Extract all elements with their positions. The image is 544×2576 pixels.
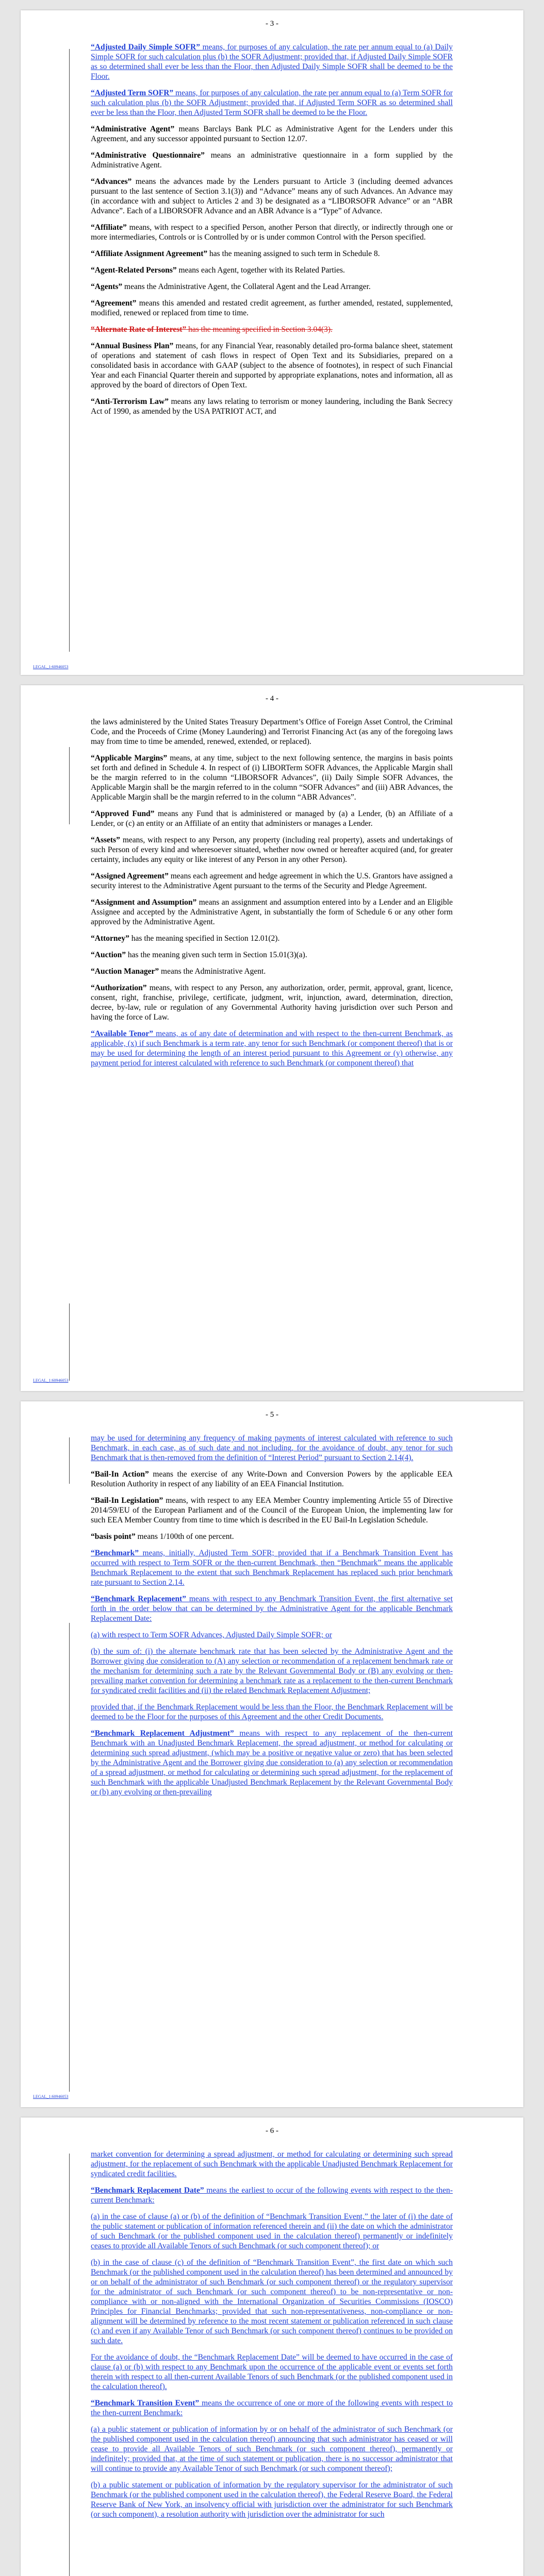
definition-paragraph: For the avoidance of doubt, the “Benchmark Replacement Date” will be deemed to have occurred in the case of clause (a) or (b) with respect to any Benchmark upon the occurrence of the applicable event or events set forth therein with respect to all then-current Available Tenors of such Benchmark (or the published component used in the calculation thereof). — [91, 2353, 453, 2391]
definition-paragraph: “Benchmark Replacement Adjustment” means with respect to any replacement of the then-current Benchmark with an Unadjusted Benchmark Replacement, the spread adjustment, or method for calculating or determining such spread adjustment, (which may be a positive or negative value or zero) that has been selected by the Administrative Agent and the Borrower giving due consideration to (a) any selection or recommendation of a spread adjustment, or method for calculating or determining such spread adjustment, for the replacement of such Benchmark with the applicable Unadjusted Benchmark Replacement by the Relevant Governmental Body or (b) any evolving or then-prevailing — [91, 1729, 453, 1797]
definition-paragraph: “Authorization” means, with respect to any Person, any authorization, order, permit, approval, grant, licence, consent, right, franchise, privilege, certificate, judgment, writ, injunction, award, determination, direction, decree, by-law, rule or regulation of any Governmental Authority having jurisdiction over such Person and having the force of Law. — [91, 984, 453, 1022]
definition-paragraph: “Advances” means the advances made by the Lenders pursuant to Article 3 (including deemed advances pursuant to the last sentence of Section 3.1(3)) and “Advance” means any of such Advances. An Advance may (in accordance with and subject to Articles 2 and 3) be designated as a “LIBORSOFR Advance” or an “ABR Advance”. Each of a LIBORSOFR Advance and an ABR Advance is a “Type” of Advance. — [91, 177, 453, 215]
change-bar — [69, 2154, 70, 2576]
change-bar — [69, 49, 70, 652]
definition-paragraph: “Benchmark Transition Event” means the occurrence of one or more of the following events with respect to the then-current Benchmark: — [91, 2399, 453, 2417]
document-page — [21, 1401, 523, 2107]
document-page — [21, 10, 523, 675]
definition-paragraph: “Adjusted Daily Simple SOFR” means, for purposes of any calculation, the rate per annum equal to (a) Daily Simple SOFR for such calculation plus (b) the SOFR Adjustment; provided that, if Adjusted Daily Simple SOFR as so determined shall ever be less than the Floor, then Adjusted Daily Simple SOFR shall be deemed to be the Floor. — [91, 43, 453, 81]
definition-paragraph: the laws administered by the United States Treasury Department’s Office of Foreign Asset Control, the Criminal Code, and the Proceeds of Crime (Money Laundering) and Terrorist Financing Act (as any of the foregoing laws may from time to time be amended, renewed, extended, or replaced). — [91, 718, 453, 746]
definition-paragraph: market convention for determining a spread adjustment, or method for calculating or determining such spread adjustment, for the replacement of such Benchmark with the applicable Unadjusted Benchmark Replacement for syndicated credit facilities. — [91, 2150, 453, 2178]
definition-paragraph: “Affiliate Assignment Agreement” has the meaning assigned to such term in Schedule 8. — [91, 249, 380, 258]
definition-paragraph: “Available Tenor” means, as of any date of determination and with respect to the then-current Benchmark, as applicable, (x) if such Benchmark is a term rate, any tenor for such Benchmark (or component thereof) that is or may be used for determining the length of an interest period pursuant to this Agreement or (y) otherwise, any payment period for interest calculated with reference to such Benchmark (or component thereof) that — [91, 1029, 453, 1067]
footer-reference-link[interactable]: LEGAL_1:60946053 — [33, 1378, 69, 1383]
change-bar — [69, 1623, 70, 2092]
definition-paragraph: (a) with respect to Term SOFR Advances, Adjusted Daily Simple SOFR; or — [91, 1631, 332, 1639]
definition-paragraph: (b) the sum of: (i) the alternate benchmark rate that has been selected by the Administrative Agent and the Borrower giving due consideration to (A) any selection or recommendation of a replacement benchmark rate or the mechanism for determining such a rate by the Relevant Governmental Body or (B) any evolving or then-prevailing market convention for determining a benchmark rate as a replacement to the then-current Benchmark for syndicated credit facilities and (ii) the related Benchmark Replacement Adjustment; — [91, 1647, 453, 1695]
definition-paragraph: “Auction Manager” means the Administrative Agent. — [91, 967, 266, 976]
definition-paragraph: “Benchmark Replacement” means with respect to any Benchmark Transition Event, the first alternative set forth in the order below that can be determined by the Administrative Agent for the applicable Benchmark Replacement Date: — [91, 1595, 453, 1623]
definition-paragraph: “Affiliate” means, with respect to a specified Person, another Person that directly, or indirectly through one or more intermediaries, Controls or is Controlled by or is under common Control with the Person specified. — [91, 223, 453, 242]
page-content — [91, 717, 453, 1075]
page-number: - 5 - — [266, 1411, 278, 1419]
definition-paragraph: may be used for determining any frequency of making payments of interest calculated with reference to such Benchmark, in each case, as of such date and not including, for the avoidance of doubt, any tenor for such Benchmark that is then-removed from the definition of “Interest Period” pursuant to Section 2.14(4). — [91, 1434, 453, 1462]
footer-reference-link[interactable]: LEGAL_1:60946053 — [33, 665, 69, 669]
document-page — [21, 685, 523, 1391]
definition-paragraph: “Assets” means, with respect to any Person, any property (including real property), assets and undertakings of such Person of every kind and wheresoever situated, whether now owned or hereafter acquired (and, for greater certainty, includes any equity or like interest of any Person in any other Person). — [91, 836, 453, 864]
page-number: - 6 - — [266, 2127, 278, 2135]
definition-paragraph: “Assigned Agreement” means each agreement and hedge agreement in which the U.S. Grantors have assigned a security interest to the Administrative Agent pursuant to the terms of the Security and Pledge Agreement. — [91, 872, 453, 890]
definition-paragraph: “Annual Business Plan” means, for any Financial Year, reasonably detailed pro-forma balance sheet, statement of operations and statement of cash flows in respect of Open Text and its Subsidiaries, prepared on a consolidated basis in accordance with GAAP (subject to the absence of footnotes), in respect of such Financial Year and each Financial Quarter therein and supported by appropriate explanations, notes and information, all as approved by the board of directors of Open Text. — [91, 342, 453, 389]
definition-paragraph: “Agents” means the Administrative Agent, the Collateral Agent and the Lead Arranger. — [91, 282, 371, 291]
page-content — [91, 1433, 453, 1804]
definition-paragraph: “basis point” means 1/100th of one percent. — [91, 1532, 234, 1541]
definition-paragraph: “Applicable Margins” means, at any time, subject to the next following sentence, the margins in basis points set forth and defined in Schedule 4. In respect of (i) LIBORTerm SOFR Advances, the Applicable Margin shall be the margin referred to in the column “LIBORSOFR Advances”, (ii) Daily Simple SOFR Advances, the Applicable Margin shall be the margin referred to in the column “SOFR Advances” and (iii) ABR Advances, the Applicable Margin shall be the margin referred to in the column “ABR Advances”. — [91, 754, 453, 802]
definition-paragraph: provided that, if the Benchmark Replacement would be less than the Floor, the Benchmark Replacement will be deemed to be the Floor for the purposes of this Agreement and the other Credit Documents. — [91, 1703, 453, 1721]
definition-paragraph: (b) in the case of clause (c) of the definition of “Benchmark Transition Event”, the first date on which such Benchmark (or the published component used in the calculation thereof) has been determined and announced by or on behalf of the administrator of such Benchmark (or such component thereof) or the regulatory supervisor for the administrator of such Benchmark (or such component thereof) to be non-representative or non-compliance with or non-aligned with the International Organization of Securities Commissions (IOSCO) Principles for Financial Benchmarks; provided that such non-representativeness, non-compliance or non-alignment will be determined by reference to the most recent statement or publication referenced in such clause (c) and even if any Available Tenor of such Benchmark (or such component thereof) continues to be provided on such date. — [91, 2258, 453, 2345]
change-bar — [69, 747, 70, 824]
definition-paragraph: “Auction” has the meaning given such term in Section 15.01(3)(a). — [91, 951, 307, 959]
footer-reference-link[interactable]: LEGAL_1:60946053 — [33, 2094, 69, 2099]
page-content — [91, 2149, 453, 2526]
page-content — [91, 42, 453, 423]
page-number: - 3 - — [266, 20, 278, 28]
definition-paragraph: (b) a public statement or publication of information by the regulatory supervisor for the administrator of such Benchmark (or the published component used in the calculation thereof), the Federal Reserve Board, the Federal Reserve Bank of New York, an insolvency official with jurisdiction over the administrator for such Benchmark (or such component), a resolution authority with jurisdiction over the administrator for such — [91, 2481, 453, 2519]
definition-paragraph: (a) in the case of clause (a) or (b) of the definition of “Benchmark Transition Event,” the later of (i) the date of the public statement or publication of information referenced therein and (ii) the date on which the administrator of such Benchmark (or the published component used in the calculation thereof) permanently or indefinitely ceases to provide all Available Tenors of such Benchmark (or such component thereof); or — [91, 2212, 453, 2250]
definition-paragraph: “Adjusted Term SOFR” means, for purposes of any calculation, the rate per annum equal to (a) Term SOFR for such calculation plus (b) the SOFR Adjustment; provided that, if Adjusted Term SOFR as so determined shall ever be less than the Floor, then Adjusted Term SOFR shall be deemed to be the Floor. — [91, 89, 453, 117]
definition-paragraph: “Bail-In Legislation” means, with respect to any EEA Member Country implementing Article 55 of Directive 2014/59/EU of the European Parliament and of the Council of the European Union, the implementing law for such EEA Member Country from time to time which is described in the EU Bail-In Legislation Schedule. — [91, 1496, 453, 1524]
definition-paragraph: “Administrative Questionnaire” means an administrative questionnaire in a form supplied by the Administrative Agent. — [91, 151, 453, 170]
definition-paragraph: “Agent-Related Persons” means each Agent, together with its Related Parties. — [91, 266, 345, 275]
definition-paragraph: “Anti-Terrorism Law” means any laws relating to terrorism or money laundering, including the Bank Secrecy Act of 1990, as amended by the USA PATRIOT ACT, and — [91, 397, 453, 416]
definition-paragraph: “Administrative Agent” means Barclays Bank PLC as Administrative Agent for the Lenders under this Agreement, and any successor appointed pursuant to Section 12.07. — [91, 125, 453, 143]
definition-paragraph: “Benchmark” means, initially, Adjusted Term SOFR; provided that if a Benchmark Transition Event has occurred with respect to Term SOFR or the then-current Benchmark, then “Benchmark” means the applicable Benchmark Replacement to the extent that such Benchmark Replacement has replaced such prior benchmark rate pursuant to Section 2.14. — [91, 1549, 453, 1587]
change-bar — [69, 1437, 70, 1484]
definition-paragraph: (a) a public statement or publication of information by or on behalf of the administrator of such Benchmark (or the published component used in the calculation thereof) announcing that such administrator has ceased or will cease to provide all Available Tenors of such Benchmark (or such component thereof), permanently or indefinitely; provided that, at the time of such statement or publication, there is no successor administrator that will continue to provide any Available Tenor of such Benchmark (or such component thereof); — [91, 2425, 453, 2473]
definition-paragraph: “Agreement” means this amended and restated credit agreement, as further amended, restated, supplemented, modified, renewed or replaced from time to time. — [91, 299, 453, 317]
definition-paragraph: “Attorney” has the meaning specified in Section 12.01(2). — [91, 934, 280, 943]
definition-paragraph: “Bail-In Action” means the exercise of any Write-Down and Conversion Powers by the applicable EEA Resolution Authority in respect of any liability of an EEA Financial Institution. — [91, 1470, 453, 1488]
page-number: - 4 - — [266, 694, 278, 703]
definition-paragraph: “Approved Fund” means any Fund that is administered or managed by (a) a Lender, (b) an Affiliate of a Lender, or (c) an entity or an Affiliate of an entity that administers or manages a Lender. — [91, 809, 453, 828]
change-bar — [69, 1303, 70, 1381]
document-page — [21, 2117, 523, 2576]
definition-paragraph: “Benchmark Replacement Date” means the earliest to occur of the following events with respect to the then-current Benchmark: — [91, 2186, 453, 2205]
definition-paragraph: “Alternate Rate of Interest” has the meaning specified in Section 3.04(3). — [91, 325, 333, 334]
definition-paragraph: “Assignment and Assumption” means an assignment and assumption entered into by a Lender and an Eligible Assignee and accepted by the Administrative Agent, in substantially the form of Schedule 6 or any other form approved by the Administrative Agent. — [91, 898, 453, 926]
